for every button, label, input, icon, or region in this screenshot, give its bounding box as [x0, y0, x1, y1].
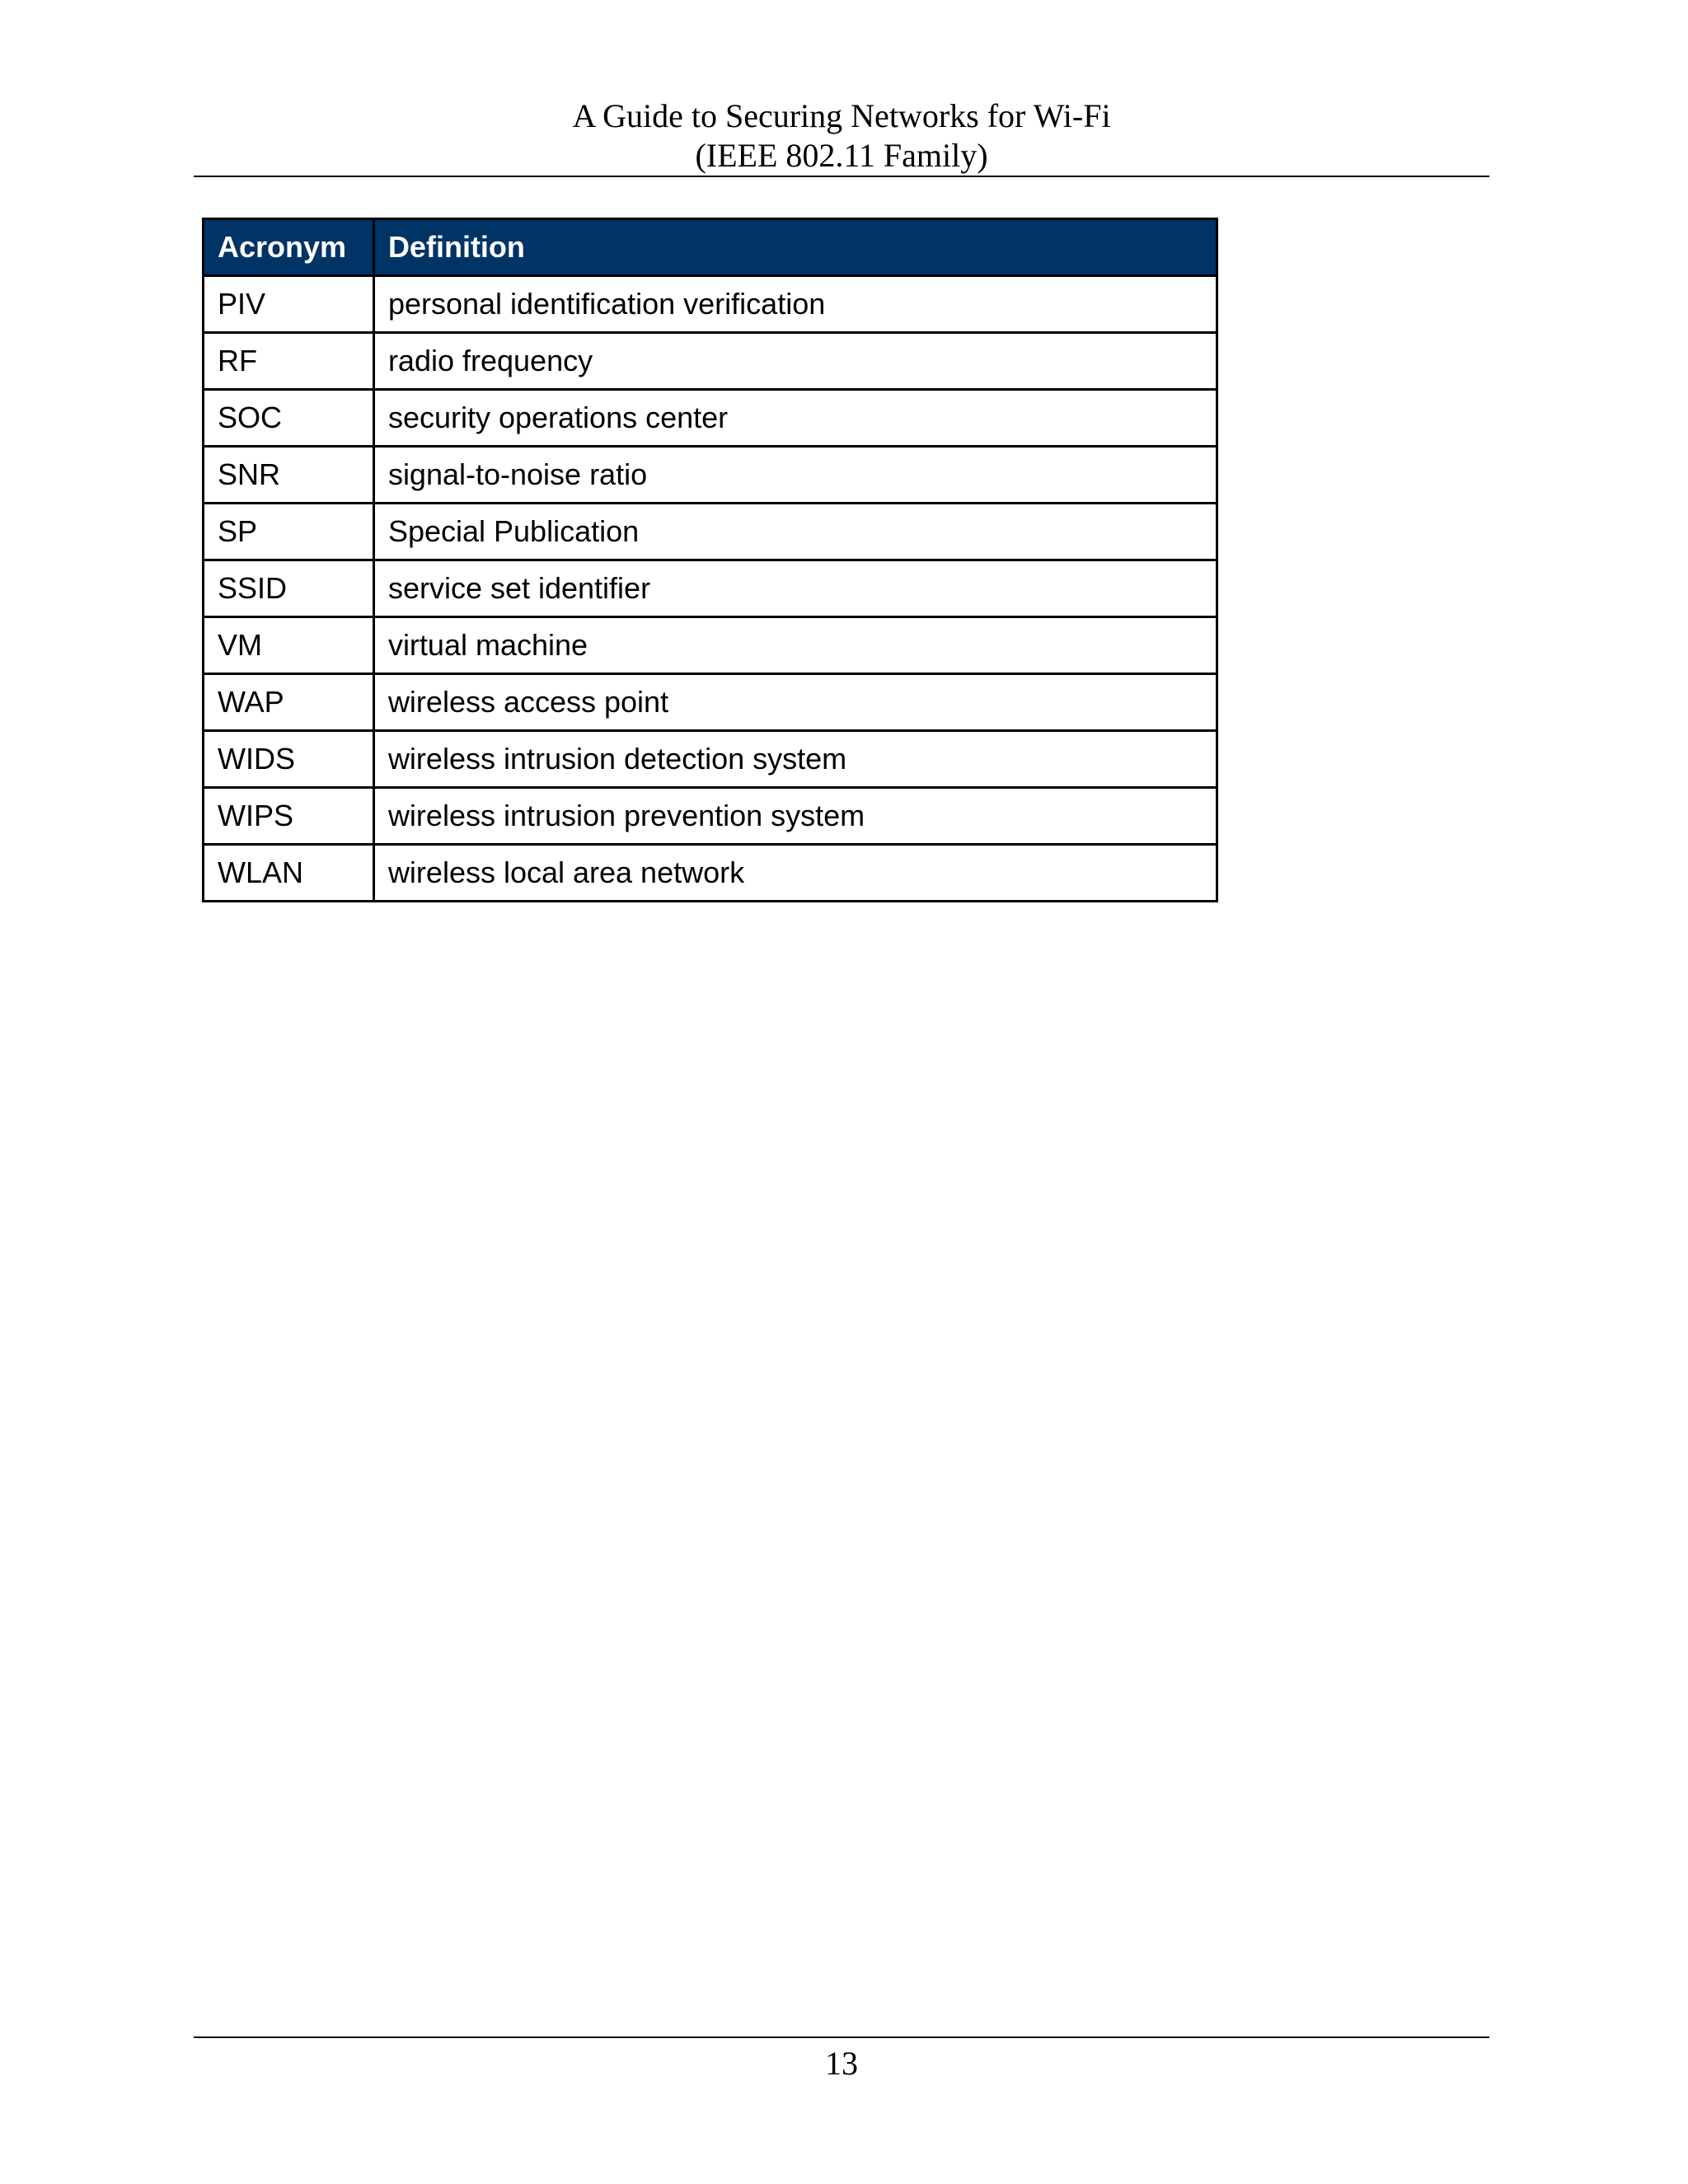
table-row	[204, 333, 1217, 390]
definition-cell: radio frequency	[373, 333, 1217, 390]
table-row	[204, 617, 1217, 674]
table-header-row	[204, 219, 1217, 276]
definition-cell: personal identification verification	[373, 276, 1217, 333]
definition-cell: service set identifier	[373, 560, 1217, 617]
header-rule	[194, 176, 1489, 177]
table-row	[204, 447, 1217, 504]
page-number: 13	[825, 2045, 858, 2082]
acronym-cell: SOC	[204, 390, 374, 447]
header-subtitle: (IEEE 802.11 Family)	[695, 137, 988, 174]
table-row	[204, 845, 1217, 902]
table-row	[204, 731, 1217, 788]
table-row	[204, 276, 1217, 333]
header-title: A Guide to Securing Networks for Wi-Fi	[572, 97, 1111, 134]
definition-cell: wireless intrusion detection system	[373, 731, 1217, 788]
definition-cell: virtual machine	[373, 617, 1217, 674]
running-header	[194, 96, 1489, 176]
table-row	[204, 788, 1217, 845]
definition-cell: Special Publication	[373, 504, 1217, 560]
definition-cell: security operations center	[373, 390, 1217, 447]
table-row	[204, 674, 1217, 731]
definition-cell: wireless intrusion prevention system	[373, 788, 1217, 845]
column-header-definition: Definition	[373, 219, 1217, 276]
definition-cell: wireless local area network	[373, 845, 1217, 902]
acronym-cell: SNR	[204, 447, 374, 504]
acronym-cell: RF	[204, 333, 374, 390]
definition-cell: wireless access point	[373, 674, 1217, 731]
acronym-cell: PIV	[204, 276, 374, 333]
table-row	[204, 390, 1217, 447]
acronym-cell: SSID	[204, 560, 374, 617]
table-row	[204, 504, 1217, 560]
acronym-cell: WAP	[204, 674, 374, 731]
table-row	[204, 560, 1217, 617]
acronym-cell: WLAN	[204, 845, 374, 902]
column-header-acronym: Acronym	[204, 219, 374, 276]
acronym-cell: WIDS	[204, 731, 374, 788]
acronym-table	[202, 218, 1218, 902]
footer-rule	[194, 2036, 1489, 2038]
acronym-cell: VM	[204, 617, 374, 674]
acronym-cell: WIPS	[204, 788, 374, 845]
definition-cell: signal-to-noise ratio	[373, 447, 1217, 504]
acronym-cell: SP	[204, 504, 374, 560]
